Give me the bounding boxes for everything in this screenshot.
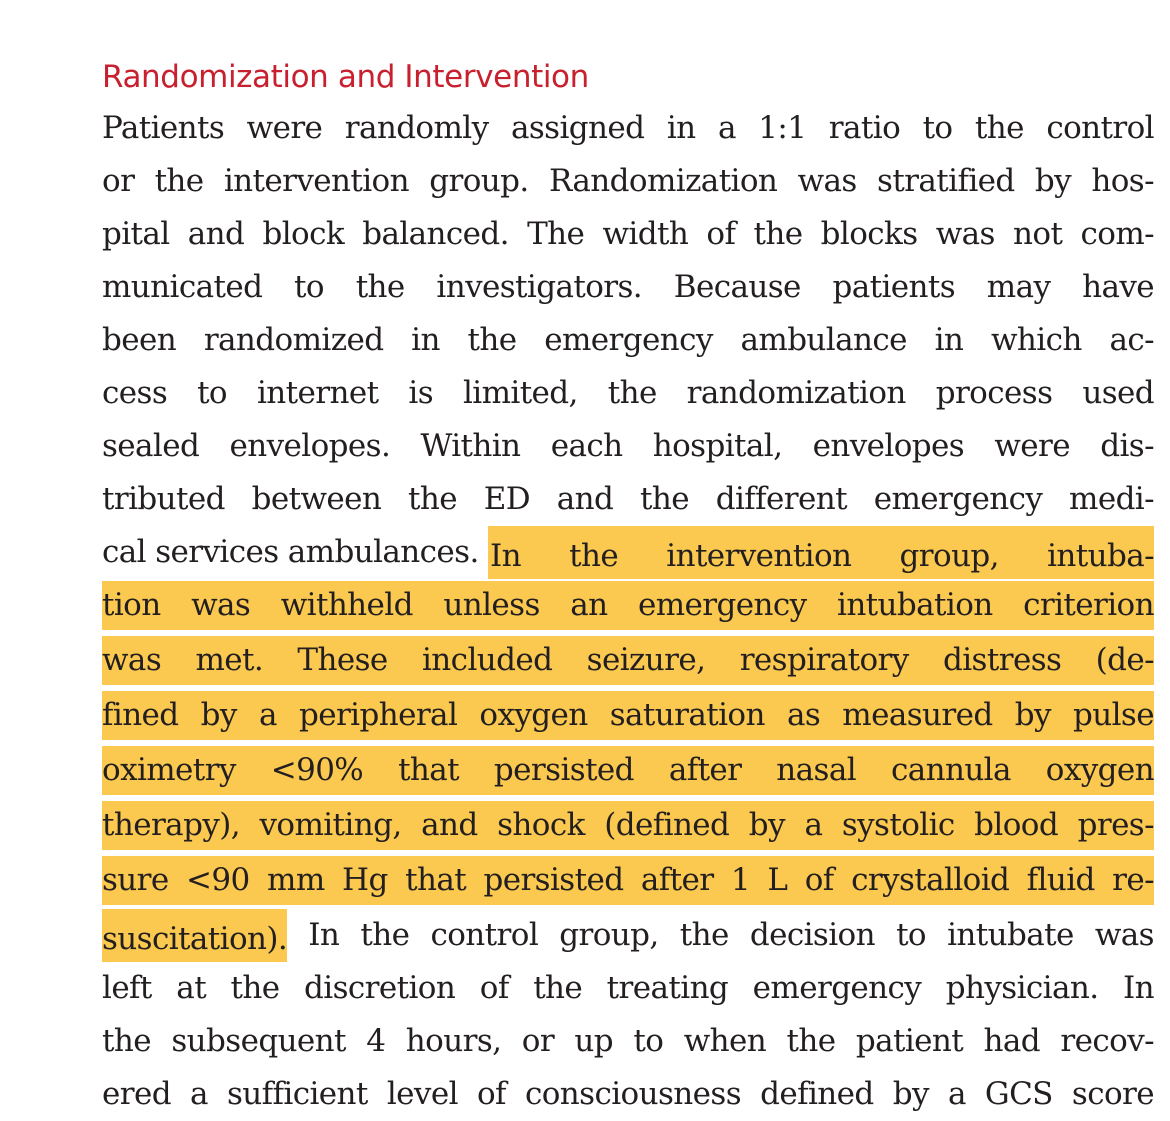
- highlighted-text: tion was withheld unless an emergency intubation criterion: [102, 581, 1154, 630]
- body-line: been randomized in the emergency ambulance in which ac-: [102, 322, 1154, 358]
- body-line: sealed envelopes. Within each hospital, envelopes were dis-: [102, 428, 1154, 464]
- article-section: [102, 52, 1154, 1121]
- body-line: pital and block balanced. The width of the blocks was not com-: [102, 216, 1154, 252]
- highlight-row: [102, 856, 1154, 909]
- body-line: left at the discretion of the treating emergency physician. In: [102, 970, 1154, 1006]
- body-line: the subsequent 4 hours, or up to when the patient had recov-: [102, 1023, 1154, 1059]
- highlight-row: [102, 801, 1154, 854]
- highlighted-text: suscitation).: [102, 909, 287, 962]
- highlighted-text: therapy), vomiting, and shock (defined by a systolic blood pres-: [102, 801, 1154, 850]
- body-line: municated to the investigators. Because patients may have: [102, 269, 1154, 305]
- highlighted-text: oximetry <90% that persisted after nasal cannula oxygen: [102, 746, 1154, 795]
- plain-text: In the control group, the decision to intubate was: [287, 917, 1154, 953]
- highlighted-text: In the intervention group, intuba-: [488, 526, 1154, 579]
- body-line: or the intervention group. Randomization was stratified by hos-: [102, 163, 1154, 199]
- highlighted-text: fined by a peripheral oxygen saturation as measured by pulse: [102, 691, 1154, 740]
- body-line-mixed: [102, 526, 1154, 579]
- highlight-row: [102, 746, 1154, 799]
- body-line-mixed: [102, 909, 1154, 962]
- body-line: tributed between the ED and the different emergency medi-: [102, 481, 1154, 517]
- highlight-row: [102, 636, 1154, 689]
- body-line: Patients were randomly assigned in a 1:1 ratio to the control: [102, 110, 1154, 146]
- body-line: ered a sufficient level of consciousness defined by a GCS score: [102, 1076, 1154, 1112]
- highlight-row: [102, 581, 1154, 634]
- highlighted-text: sure <90 mm Hg that persisted after 1 L of crystalloid fluid re-: [102, 856, 1154, 905]
- highlight-row: [102, 691, 1154, 744]
- highlighted-text: was met. These included seizure, respiratory distress (de-: [102, 636, 1154, 685]
- body-line: cess to internet is limited, the randomization process used: [102, 375, 1154, 411]
- section-heading: Randomization and Intervention: [102, 59, 589, 95]
- plain-text: cal services ambulances.: [102, 534, 488, 570]
